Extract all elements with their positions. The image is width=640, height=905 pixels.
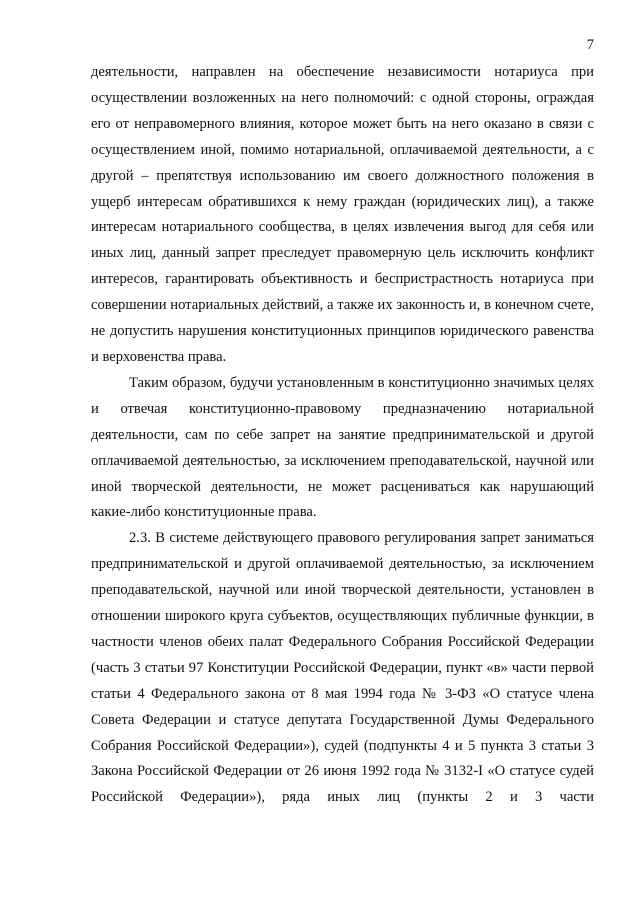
page-number: 7 bbox=[586, 37, 594, 53]
paragraph-section-2-3: 2.3. В системе действующего правового регулирования запрет заниматься предпринимательской и другой оплачиваемой деятельностью, за исключением преподавательской, научной или иной творческой деятельности, установлен в отношении широкого круга субъектов, осуществляющих публичные функции, в частности членов обеих палат Федерального Собрания Российской Федерации (часть 3 статьи 97 Конституции Российской Федерации, пункт «в» части первой статьи 4 Федерального закона от 8 мая 1994 года № 3-ФЗ «О статусе члена Совета Федерации и статусе депутата Государственной Думы Федерального Собрания Российской Федерации»), судей (подпункты 4 и 5 пункта 3 статьи 3 Закона Российской Федерации от 26 июня 1992 года № 3132-I «О статусе судей Российской Федерации»), ряда иных лиц (пункты 2 и 3 части bbox=[91, 530, 594, 806]
paragraph-continuation: деятельности, направлен на обеспечение независимости нотариуса при осуществлении возложенных на него полномочий: с одной стороны, ограждая его от неправомерного влияния, которое может быть на него оказано в связи с осуществлением иной, помимо нотариальной, оплачиваемой деятельности, а с другой – препятствуя использованию им своего должностного положения в ущерб интересам обратившихся к нему граждан (юридических лиц), а также интересам нотариального сообщества, в целях извлечения выгод для себя или иных лиц, данный запрет преследует правомерную цель исключить конфликт интересов, гарантировать объективность и беспристрастность нотариуса при совершении нотариальных действий, а также их законность и, в конечном счете, не допустить нарушения конституционных принципов юридического равенства и верховенства права. bbox=[91, 64, 594, 365]
paragraph-conclusion: Таким образом, будучи установленным в конституционно значимых целях и отвечая конституционно-правовому предназначению нотариальной деятельности, сам по себе запрет на занятие предпринимательской и другой оплачиваемой деятельностью, за исключением преподавательской, научной или иной творческой деятельности, не может расцениваться как нарушающий какие-либо конституционные права. bbox=[91, 374, 594, 521]
document-body bbox=[91, 60, 594, 811]
